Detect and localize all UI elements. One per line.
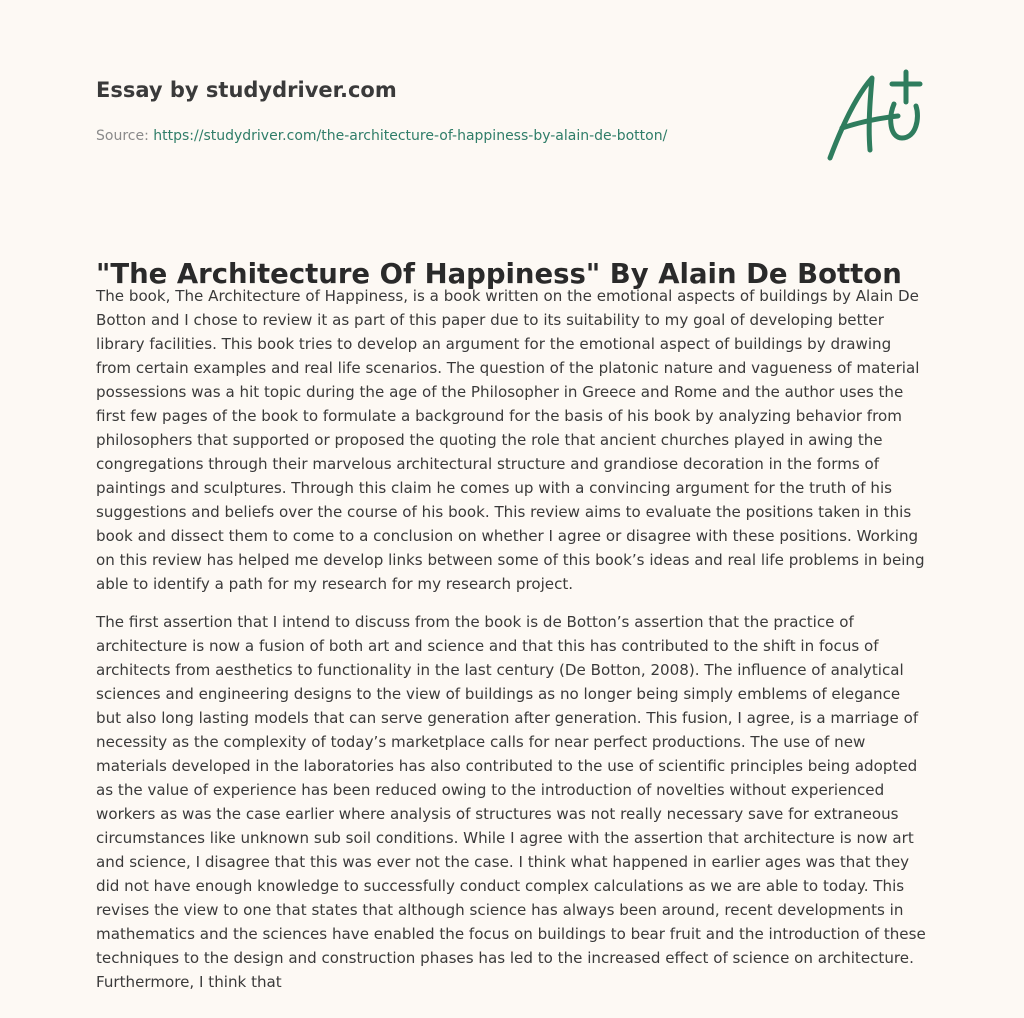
source-label: Source:: [96, 128, 149, 144]
article-body: [96, 284, 928, 1008]
paragraph-1: The book, The Architecture of Happiness, is a book written on the emotional aspects of buildings by Alain De Botton and I chose to review it as part of this paper due to its suitability to my goal of developing better library facilities. This book tries to develop an argument for the emotional aspect of buildings by drawing from certain examples and real life scenarios. The question of the platonic nature and vagueness of material possessions was a hit topic during the age of the Philosopher in Greece and Rome and the author uses the first few pages of the book to formulate a background for the basis of his book by analyzing behavior from philosophers that supported or proposed the quoting the role that ancient churches played in awing the congregations through their marvelous architectural structure and grandiose decoration in the forms of paintings and sculptures. Through this claim he comes up with a convincing argument for the truth of his suggestions and beliefs over the course of his book. This review aims to evaluate the positions taken in this book and dissect them to come to a conclusion on whether I agree or disagree with these positions. Working on this review has helped me develop links between some of this book’s ideas and real life problems in being able to identify a path for my research for my research project.: [96, 287, 925, 593]
article-title: "The Architecture Of Happiness" By Alain De Botton: [96, 258, 902, 290]
source-link[interactable]: https://studydriver.com/the-architecture-of-happiness-by-alain-de-botton/: [153, 128, 668, 144]
paragraph-2: The first assertion that I intend to discuss from the book is de Botton’s assertion that the practice of architecture is now a fusion of both art and science and that this has contributed to the shift in focus of architects from aesthetics to functionality in the last century (De Botton, 2008). The influence of analytical sciences and engineering designs to the view of buildings as no longer being simply emblems of elegance but also long lasting models that can serve generation after generation. This fusion, I agree, is a marriage of necessity as the complexity of today’s marketplace calls for near perfect productions. The use of new materials developed in the laboratories has also contributed to the use of scientific principles being adopted as the value of experience has been reduced owing to the introduction of novelties without experienced workers as was the case earlier where analysis of structures was not really necessary save for extraneous circumstances like unknown sub soil conditions. While I agree with the assertion that architecture is now art and science, I disagree that this was ever not the case. I think what happened in earlier ages was that they did not have enough knowledge to successfully conduct complex calculations as we are able to today. This revises the view to one that states that although science has always been around, recent developments in mathematics and the sciences have enabled the focus on buildings to bear fruit and the introduction of these techniques to the design and construction phases has led to the increased effect of science on architecture. Furthermore, I think that: [96, 613, 926, 991]
source-line: [96, 126, 796, 146]
a-plus-logo-icon: [820, 66, 930, 166]
page-header: [96, 76, 796, 146]
brand-title: Essay by studydriver.com: [96, 78, 397, 102]
